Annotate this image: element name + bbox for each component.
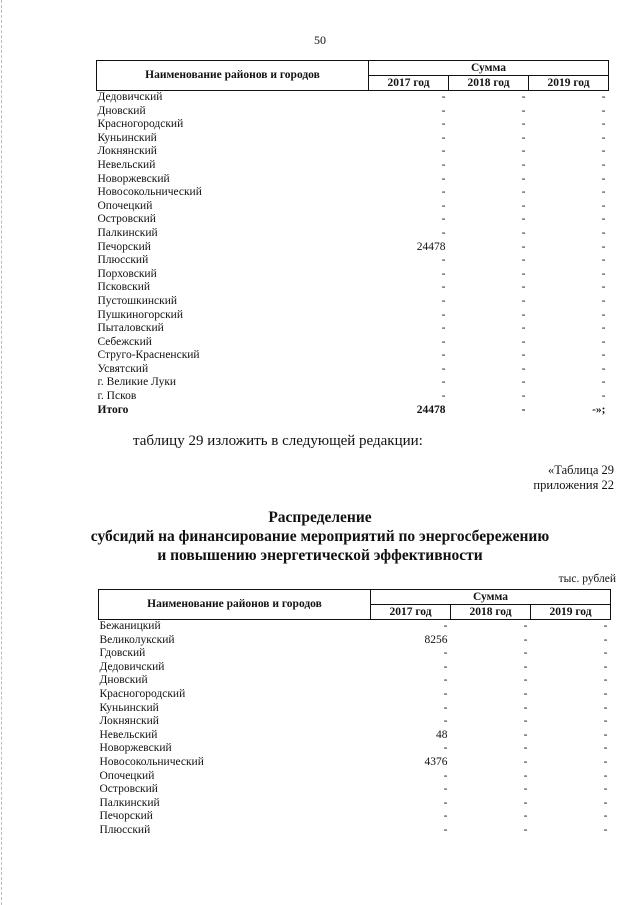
table-row xyxy=(99,810,611,824)
table-row xyxy=(99,647,611,661)
district-name: Новосокольнический xyxy=(99,755,204,768)
value-2018: - xyxy=(521,172,526,185)
value-2019: - xyxy=(601,145,606,158)
header-year-2019: 2019 год xyxy=(531,605,611,620)
district-name: Локнянский xyxy=(99,715,159,728)
table-row xyxy=(97,322,609,336)
table-row xyxy=(97,91,609,105)
value-2018: - xyxy=(521,403,526,416)
value-2017: 24478 xyxy=(416,403,446,416)
value-2019: - xyxy=(601,390,606,403)
value-2018: - xyxy=(523,633,528,646)
district-name: Куньинский xyxy=(97,131,157,144)
value-2017: - xyxy=(441,322,446,335)
district-name: Псковский xyxy=(97,281,151,294)
value-2019: - xyxy=(603,769,608,782)
value-2018: - xyxy=(523,728,528,741)
value-2017: - xyxy=(443,810,448,823)
header-name: Наименование районов и городов xyxy=(97,61,369,91)
value-2019: - xyxy=(601,131,606,144)
value-2017: - xyxy=(441,226,446,239)
district-name: Островский xyxy=(97,213,156,226)
table-row xyxy=(99,742,611,756)
value-2019: - xyxy=(603,660,608,673)
title-line-1: Распределение xyxy=(268,509,372,526)
district-name: г. Великие Луки xyxy=(97,376,177,389)
table-row xyxy=(97,200,609,214)
value-2019: - xyxy=(603,687,608,700)
value-2018: - xyxy=(521,335,526,348)
district-name: Себежский xyxy=(97,335,152,348)
value-2017: - xyxy=(441,186,446,199)
header-sum: Сумма xyxy=(371,590,611,605)
table-row xyxy=(97,173,609,187)
table-row xyxy=(97,309,609,323)
table-row xyxy=(97,105,609,119)
value-2018: - xyxy=(521,390,526,403)
value-2019: - xyxy=(601,104,606,117)
table-row xyxy=(97,390,609,404)
value-2018: - xyxy=(521,158,526,171)
header-year-2017: 2017 год xyxy=(369,76,449,91)
table-row xyxy=(97,132,609,146)
value-2019: - xyxy=(601,362,606,375)
district-name: Дновский xyxy=(97,104,146,117)
value-2017: - xyxy=(443,687,448,700)
district-name: Невельский xyxy=(99,728,158,741)
value-2019: - xyxy=(603,823,608,836)
value-2017: - xyxy=(441,376,446,389)
value-2019: - xyxy=(601,322,606,335)
value-2018: - xyxy=(521,267,526,280)
value-2017: - xyxy=(443,715,448,728)
value-2018: - xyxy=(523,810,528,823)
value-2018: - xyxy=(521,213,526,226)
district-name: г. Псков xyxy=(97,390,137,403)
value-2019: - xyxy=(601,376,606,389)
value-2017: - xyxy=(443,796,448,809)
table-row xyxy=(97,254,609,268)
value-2019: - xyxy=(601,254,606,267)
value-2017: - xyxy=(441,145,446,158)
header-name: Наименование районов и городов xyxy=(99,590,371,620)
value-2018: - xyxy=(521,145,526,158)
value-2019: - xyxy=(601,226,606,239)
value-2017: - xyxy=(443,769,448,782)
value-2017: - xyxy=(443,647,448,660)
value-2018: - xyxy=(523,701,528,714)
value-2019: - xyxy=(603,633,608,646)
district-name: Палкинский xyxy=(99,796,160,809)
table-row xyxy=(97,281,609,295)
district-name: Новосокольнический xyxy=(97,186,202,199)
value-2018: - xyxy=(523,647,528,660)
district-name: Бежаницкий xyxy=(99,620,161,632)
value-2017: - xyxy=(441,254,446,267)
value-2017: - xyxy=(443,742,448,755)
district-name: Усвятский xyxy=(97,362,149,375)
district-name: Дедовичский xyxy=(97,91,163,103)
value-2018: - xyxy=(523,660,528,673)
title-line-2: субсидий на финансирование мероприятий по энергосбережению xyxy=(90,528,550,545)
value-2018: - xyxy=(521,91,526,103)
district-name: Красногородский xyxy=(97,118,184,131)
table-row xyxy=(99,661,611,675)
value-2017: - xyxy=(441,267,446,280)
value-2017: - xyxy=(441,362,446,375)
value-2017: - xyxy=(441,104,446,117)
table-row xyxy=(97,268,609,282)
table-row xyxy=(97,376,609,390)
header-year-2018: 2018 год xyxy=(451,605,531,620)
table-row xyxy=(99,729,611,743)
district-name: Струго-Красненский xyxy=(97,349,200,362)
district-name: Новоржевский xyxy=(97,172,170,185)
value-2019: - xyxy=(603,701,608,714)
value-2017: - xyxy=(441,199,446,212)
value-2017: - xyxy=(443,823,448,836)
value-2019: - xyxy=(603,742,608,755)
value-2017: - xyxy=(441,281,446,294)
scan-edge xyxy=(1,0,2,905)
value-2018: - xyxy=(523,715,528,728)
table-caption xyxy=(533,463,614,493)
value-2019: - xyxy=(601,91,606,103)
table-row xyxy=(97,159,609,173)
district-name: Невельский xyxy=(97,158,156,171)
value-2017: - xyxy=(441,91,446,103)
value-2017: 48 xyxy=(436,728,448,741)
value-2017: - xyxy=(441,349,446,362)
table-row xyxy=(97,349,609,363)
value-2018: - xyxy=(521,254,526,267)
value-2019: - xyxy=(601,335,606,348)
district-name: Локнянский xyxy=(97,145,157,158)
district-name: Опочецкий xyxy=(97,199,153,212)
value-2018: - xyxy=(521,240,526,253)
value-2019: - xyxy=(603,620,608,632)
value-2019: - xyxy=(601,213,606,226)
district-name: Куньинский xyxy=(99,701,159,714)
value-2017: 8256 xyxy=(424,633,448,646)
value-2019: - xyxy=(603,755,608,768)
value-2019: - xyxy=(601,172,606,185)
value-2018: - xyxy=(521,118,526,131)
value-2017: - xyxy=(441,335,446,348)
district-name: Дедовичский xyxy=(99,660,165,673)
value-2018: - xyxy=(523,769,528,782)
value-2017: - xyxy=(441,294,446,307)
value-2017: - xyxy=(443,701,448,714)
value-2019: - xyxy=(603,796,608,809)
value-2018: - xyxy=(523,796,528,809)
value-2019: - xyxy=(601,267,606,280)
table-row xyxy=(99,783,611,797)
value-2019: - xyxy=(603,810,608,823)
value-2017: - xyxy=(443,620,448,632)
value-2018: - xyxy=(521,308,526,321)
value-2017: - xyxy=(441,118,446,131)
table-row xyxy=(99,674,611,688)
value-2019: - xyxy=(601,118,606,131)
district-name: Итого xyxy=(97,403,129,416)
district-name: Гдовский xyxy=(99,647,146,660)
table-row xyxy=(97,241,609,255)
value-2018: - xyxy=(521,186,526,199)
value-2019: - xyxy=(601,294,606,307)
district-name: Плюсский xyxy=(99,823,151,836)
district-name: Пыталовский xyxy=(97,322,164,335)
value-2018: - xyxy=(523,674,528,687)
value-2018: - xyxy=(521,294,526,307)
caption-line-2: приложения 22 xyxy=(533,478,614,492)
value-2017: - xyxy=(441,172,446,185)
value-2017: - xyxy=(441,158,446,171)
value-2017: - xyxy=(441,213,446,226)
table-row xyxy=(99,620,611,634)
district-name: Пустошкинский xyxy=(97,294,178,307)
district-name: Пушкиногорский xyxy=(97,308,183,321)
table-row xyxy=(99,770,611,784)
table-row xyxy=(97,186,609,200)
value-2017: 4376 xyxy=(424,755,448,768)
value-2017: 24478 xyxy=(416,240,446,253)
value-2018: - xyxy=(521,281,526,294)
value-2019: - xyxy=(601,158,606,171)
table-row xyxy=(99,824,611,838)
value-2019: - xyxy=(601,281,606,294)
value-2019: - xyxy=(601,308,606,321)
table-second xyxy=(98,589,611,838)
table-row xyxy=(97,118,609,132)
value-2018: - xyxy=(523,620,528,632)
value-2017: - xyxy=(441,131,446,144)
district-name: Великолукский xyxy=(99,633,175,646)
district-name: Печорский xyxy=(97,240,151,253)
table-row xyxy=(97,295,609,309)
value-2017: - xyxy=(443,674,448,687)
value-2018: - xyxy=(523,687,528,700)
value-2018: - xyxy=(521,104,526,117)
district-name: Дновский xyxy=(99,674,148,687)
table-row xyxy=(97,363,609,377)
value-2018: - xyxy=(523,742,528,755)
table-row xyxy=(97,227,609,241)
value-2019: - xyxy=(603,647,608,660)
units-label: тыс. рублей xyxy=(558,573,616,585)
header-year-2017: 2017 год xyxy=(371,605,451,620)
value-2018: - xyxy=(521,349,526,362)
table-row xyxy=(99,715,611,729)
district-name: Красногородский xyxy=(99,687,186,700)
value-2018: - xyxy=(521,376,526,389)
value-2019: - xyxy=(603,728,608,741)
table-title xyxy=(0,508,640,565)
title-line-3: и повышению энергетической эффективности xyxy=(157,547,483,564)
district-name: Островский xyxy=(99,783,158,796)
header-year-2019: 2019 год xyxy=(529,76,609,91)
value-2018: - xyxy=(523,823,528,836)
value-2019: - xyxy=(603,783,608,796)
table-row xyxy=(99,756,611,770)
value-2017: - xyxy=(443,660,448,673)
table-first xyxy=(96,60,609,417)
value-2019: - xyxy=(601,186,606,199)
value-2019: - xyxy=(603,715,608,728)
header-sum: Сумма xyxy=(369,61,609,76)
value-2019: - xyxy=(603,674,608,687)
district-name: Плюсский xyxy=(97,254,149,267)
instruction-text: таблицу 29 изложить в следующей редакции: xyxy=(133,433,423,449)
page-number: 50 xyxy=(314,33,326,47)
value-2018: - xyxy=(521,226,526,239)
value-2018: - xyxy=(521,362,526,375)
value-2017: - xyxy=(441,308,446,321)
value-2018: - xyxy=(523,783,528,796)
district-name: Опочецкий xyxy=(99,769,155,782)
value-2019: - xyxy=(601,349,606,362)
table-row xyxy=(97,213,609,227)
table-row xyxy=(99,688,611,702)
value-2018: - xyxy=(523,755,528,768)
table-row xyxy=(99,702,611,716)
value-2019: -»; xyxy=(592,403,606,416)
table-row xyxy=(97,145,609,159)
value-2018: - xyxy=(521,199,526,212)
table-row xyxy=(97,336,609,350)
district-name: Порховский xyxy=(97,267,157,280)
district-name: Печорский xyxy=(99,810,153,823)
value-2018: - xyxy=(521,131,526,144)
header-year-2018: 2018 год xyxy=(449,76,529,91)
caption-line-1: «Таблица 29 xyxy=(548,463,614,477)
table-row xyxy=(99,797,611,811)
value-2017: - xyxy=(441,390,446,403)
total-row xyxy=(97,404,609,418)
district-name: Новоржевский xyxy=(99,742,172,755)
value-2019: - xyxy=(601,240,606,253)
table-row xyxy=(99,634,611,648)
district-name: Палкинский xyxy=(97,226,158,239)
value-2019: - xyxy=(601,199,606,212)
value-2018: - xyxy=(521,322,526,335)
value-2017: - xyxy=(443,783,448,796)
